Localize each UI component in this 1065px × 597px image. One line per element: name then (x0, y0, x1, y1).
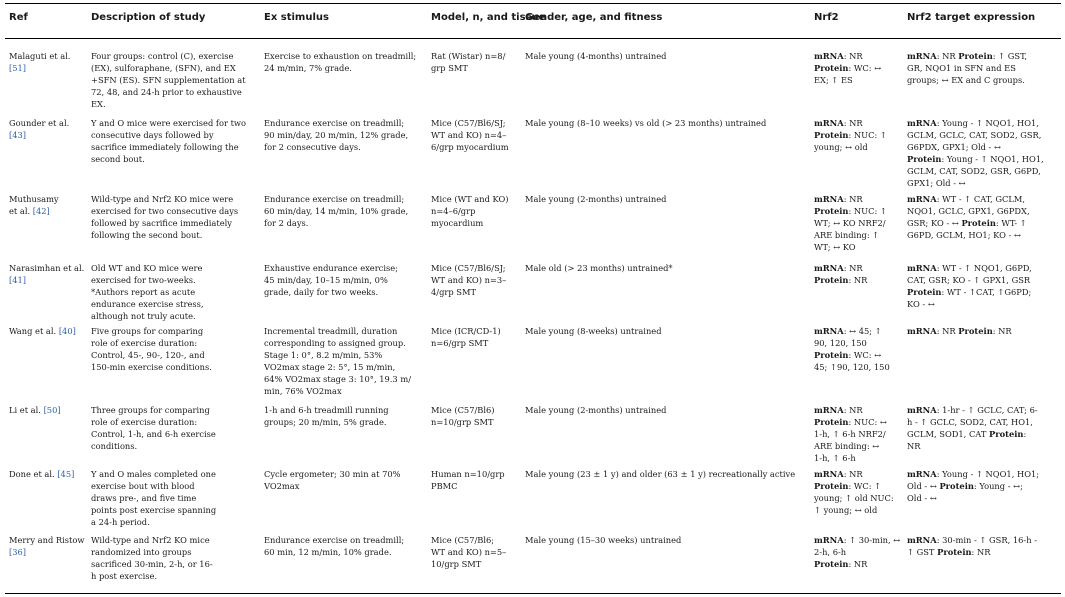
cell-line: n=6/grp SMT (431, 338, 489, 349)
cell-line: conditions. (91, 441, 138, 452)
cell-ref (9, 468, 74, 480)
cell-line (9, 546, 85, 558)
cell-line: Gounder et al. (9, 118, 70, 128)
cell-line: Wild-type and Nrf2 KO mice were (91, 194, 234, 204)
cell-line: Endurance exercise on treadmill; (264, 118, 405, 128)
cell-line: Cycle ergometer; 30 min at 70% (264, 469, 401, 479)
cell-gender-age-fitness (525, 468, 795, 480)
cell-line: mRNA: NR (814, 51, 863, 61)
cell-line: Incremental treadmill, duration (264, 326, 398, 336)
cell-description (91, 404, 216, 452)
cell-line: Exhaustive endurance exercise; (264, 263, 398, 273)
header-description: Description of study (91, 12, 206, 23)
cell-line: mRNA: NR (814, 469, 863, 479)
cell-line: Endurance exercise on treadmill; (264, 535, 405, 545)
cell-line: NQO1, GCLC, GPX1, G6PDX, (907, 206, 1030, 217)
cell-line: GCLM, CAT, SOD2, GSR, G6PD, (907, 166, 1041, 177)
cell-ex-stimulus (264, 325, 411, 398)
cell-ex-stimulus (264, 50, 416, 74)
cell-line: Protein: WT - ↑CAT, ↑G6PD; (907, 287, 1032, 298)
cell-line: mRNA: ↔ 45; ↑ (814, 326, 882, 336)
cell-line: WT and KO) n=5– (431, 547, 507, 558)
cell-line: Male young (2-months) untrained (525, 405, 667, 415)
cell-description (91, 468, 216, 528)
cell-line: KO - ↔ (907, 299, 935, 310)
cell-line: 2-h, 6-h (814, 547, 847, 558)
reference-link[interactable]: [41] (9, 275, 27, 286)
cell-nrf2 (814, 404, 887, 464)
cell-line: Protein: Young - ↑ NQO1, HO1, (907, 154, 1044, 165)
cell-line: 6/grp myocardium (431, 142, 509, 153)
cell-gender-age-fitness (525, 404, 666, 416)
cell-gender-age-fitness (525, 325, 662, 337)
cell-line: Five groups for comparing (91, 326, 204, 336)
cell-line: VO2max (264, 481, 300, 492)
cell-line: myocardium (431, 218, 484, 229)
cell-line: Wang et al. [40] (9, 326, 76, 336)
cell-line: for 2 days. (264, 218, 309, 229)
cell-line: Mice (C57/Bl6/SJ; (431, 263, 506, 273)
cell-line: 4/grp SMT (431, 287, 477, 298)
cell-model (431, 262, 506, 298)
cell-line: 150-min exercise conditions. (91, 362, 212, 373)
cell-line: 64% VO2max stage 3: 10°, 19.3 m/ (264, 374, 411, 385)
cell-line: GCLM, SOD1, CAT Protein: (907, 429, 1027, 440)
cell-line: following the second bout. (91, 230, 203, 241)
cell-line: Mice (ICR/CD-1) (431, 326, 501, 336)
cell-line: Protein: NR (814, 559, 868, 570)
cell-line: groups; 20 m/min, 5% grade. (264, 417, 387, 428)
cell-line: mRNA: NR Protein: NR (907, 326, 1012, 336)
cell-line: Male young (23 ± 1 y) and older (63 ± 1 y) recreationally active (525, 469, 796, 479)
cell-ref (9, 262, 84, 286)
cell-line: exercised for two-weeks. (91, 275, 196, 286)
cell-line: young; ↔ old (814, 142, 868, 153)
reference-link[interactable]: [36] (9, 547, 27, 558)
cell-nrf2-target (907, 468, 1039, 504)
cell-line: Endurance exercise on treadmill; (264, 194, 405, 204)
cell-line: Control, 1-h, and 6-h exercise (91, 429, 216, 440)
cell-ex-stimulus (264, 468, 401, 492)
cell-gender-age-fitness (525, 50, 666, 62)
cell-line: ARE binding: ↑ (814, 230, 880, 241)
cell-nrf2-target (907, 404, 1038, 452)
cell-line: endurance exercise stress, (91, 299, 204, 310)
cell-line: 90, 120, 150 (814, 338, 867, 349)
cell-line: groups; ↔ EX and C groups. (907, 75, 1025, 86)
cell-line: h - ↑ GCLC, SOD2, CAT, HO1, (907, 417, 1033, 428)
cell-line: h post exercise. (91, 571, 158, 582)
cell-line: Muthusamy (9, 194, 59, 204)
cell-line: Mice (WT and KO) (431, 194, 509, 204)
header-gender-age-fitness: Gender, age, and fitness (525, 12, 663, 23)
cell-line: Protein: NUC: ↑ (814, 206, 887, 217)
cell-line: (EX), sulforaphane, (SFN), and EX (91, 63, 236, 74)
cell-line: WT and KO) n=4– (431, 130, 507, 141)
cell-line: Mice (C57/Bl6/SJ; (431, 118, 506, 128)
cell-ref (9, 534, 85, 558)
cell-line: role of exercise duration: (91, 338, 198, 349)
cell-line: Y and O mice were exercised for two (91, 118, 247, 128)
cell-line: Protein: NR (814, 275, 868, 286)
cell-line: GCLM, GCLC, CAT, SOD2, GSR, (907, 130, 1042, 141)
cell-line: Mice (C57/Bl6; (431, 535, 495, 545)
cell-line: 45 min/day, 10–15 m/min, 0% (264, 275, 388, 286)
cell-ref (9, 50, 70, 74)
cell-ex-stimulus (264, 193, 408, 229)
cell-line: CAT, GSR; KO - ↑ GPX1, GSR (907, 275, 1031, 286)
header-ref: Ref (9, 12, 28, 23)
cell-line: young; ↑ old NUC: (814, 493, 894, 504)
reference-link[interactable]: [42] (32, 206, 50, 217)
cell-line: mRNA: Young - ↑ NQO1, HO1; (907, 469, 1040, 479)
cell-line: Male young (15–30 weeks) untrained (525, 535, 682, 545)
cell-line: Male old (> 23 months) untrained* (525, 263, 673, 273)
cell-line: 60 min/day, 14 m/min, 10% grade, (264, 206, 409, 217)
cell-line: EX; ↑ ES (814, 75, 853, 86)
cell-nrf2 (814, 50, 881, 86)
cell-line: corresponding to assigned group. (264, 338, 406, 349)
cell-line: WT; ↔ KO NRF2/ (814, 218, 886, 229)
cell-model (431, 468, 505, 492)
cell-line: Male young (4-months) untrained (525, 51, 667, 61)
cell-line: Control, 45-, 90-, 120-, and (91, 350, 205, 361)
cell-line: draws pre-, and five time (91, 493, 197, 504)
cell-line: exercise bout with blood (91, 481, 195, 492)
header-rule (5, 38, 1061, 39)
cell-nrf2-target (907, 325, 1012, 337)
cell-line: 1-h, ↑ 6-h (814, 453, 856, 464)
cell-nrf2-target (907, 262, 1032, 310)
cell-description (91, 534, 213, 582)
cell-line: Rat (Wistar) n=8/ (431, 51, 506, 61)
cell-line (9, 62, 70, 74)
cell-ex-stimulus (264, 262, 398, 298)
cell-line: G6PD, GCLM, HO1; KO - ↔ (907, 230, 1021, 241)
cell-line: Old - ↔ (907, 493, 937, 504)
cell-description (91, 193, 238, 241)
cell-line: Protein: NUC: ↔ (814, 417, 887, 428)
cell-line: GR, NQO1 in SFN and ES (907, 63, 1016, 74)
cell-model (431, 534, 506, 570)
reference-link[interactable]: [40] (58, 326, 76, 336)
cell-line: 24 m/min, 7% grade. (264, 63, 352, 74)
cell-line: Old WT and KO mice were (91, 263, 203, 273)
cell-line: ↑ young; ↔ old (814, 505, 878, 516)
cell-line: EX. (91, 99, 106, 110)
cell-line: PBMC (431, 481, 458, 492)
cell-nrf2-target (907, 193, 1030, 241)
cell-description (91, 50, 246, 110)
cell-line: sacrificed 30-min, 2-h, or 16- (91, 559, 213, 570)
reference-link[interactable]: [51] (9, 63, 27, 74)
reference-link[interactable]: [43] (9, 130, 27, 141)
cell-line: 10/grp SMT (431, 559, 482, 570)
cell-description (91, 117, 246, 165)
cell-line: points post exercise spanning (91, 505, 217, 516)
cell-line: mRNA: WT - ↑ NQO1, G6PD, (907, 263, 1032, 273)
cell-model (431, 50, 505, 74)
cell-ex-stimulus (264, 117, 408, 153)
cell-line (9, 129, 69, 141)
cell-line: mRNA: NR (814, 263, 863, 273)
header-nrf2: Nrf2 (814, 12, 839, 23)
cell-line: min, 76% VO2max (264, 386, 342, 397)
cell-line: et al. [42] (9, 206, 50, 217)
cell-line: Wild-type and Nrf2 KO mice (91, 535, 210, 545)
cell-line: Y and O males completed one (91, 469, 216, 479)
cell-model (431, 404, 495, 428)
cell-line: sacrifice immediately following the (91, 142, 239, 153)
cell-line (9, 274, 84, 286)
cell-line: for 2 consecutive days. (264, 142, 361, 153)
cell-line: second bout. (91, 154, 145, 165)
cell-line: although not truly acute. (91, 311, 196, 322)
cell-ref (9, 117, 69, 141)
cell-line: n=10/grp SMT (431, 417, 494, 428)
cell-nrf2 (814, 117, 887, 153)
cell-line: mRNA: NR (814, 118, 863, 128)
cell-line: 60 min, 12 m/min, 10% grade. (264, 547, 392, 558)
cell-line: G6PDX, GPX1; Old - ↔ (907, 142, 1001, 153)
cell-line: Mice (C57/Bl6) (431, 405, 495, 415)
cell-gender-age-fitness (525, 534, 681, 546)
cell-line: +SFN (ES). SFN supplementation at (91, 75, 246, 86)
cell-line: followed by sacrifice immediately (91, 218, 232, 229)
cell-line: Narasimhan et al. (9, 263, 85, 273)
cell-line: Protein: WC: ↑ (814, 481, 882, 492)
cell-line: mRNA: NR (814, 194, 863, 204)
cell-model (431, 193, 509, 229)
cell-line: 45; ↑90, 120, 150 (814, 362, 890, 373)
top-rule (5, 3, 1061, 4)
reference-link[interactable]: [50] (43, 405, 61, 415)
cell-line: mRNA: Young - ↑ NQO1, HO1, (907, 118, 1039, 128)
bottom-rule (5, 593, 1061, 594)
cell-line: Stage 1: 0°, 8.2 m/min, 53% (264, 350, 383, 361)
cell-nrf2 (814, 262, 867, 286)
cell-model (431, 117, 509, 153)
cell-nrf2-target (907, 117, 1044, 190)
cell-ex-stimulus (264, 404, 389, 428)
cell-line: ARE binding: ↔ (814, 441, 880, 452)
cell-description (91, 325, 212, 373)
cell-line: Done et al. [45] (9, 469, 75, 479)
cell-nrf2 (814, 193, 887, 253)
cell-line: Old - ↔ Protein: Young - ↔; (907, 481, 1023, 492)
cell-line: Li et al. [50] (9, 405, 61, 415)
cell-line: consecutive days followed by (91, 130, 214, 141)
cell-line: randomized into groups (91, 547, 192, 558)
cell-line: mRNA: NR Protein: ↑ GST, (907, 51, 1028, 61)
cell-line: GPX1; Old - ↔ (907, 178, 966, 189)
cell-line: Male young (2-months) untrained (525, 194, 667, 204)
cell-model (431, 325, 501, 349)
cell-line: Male young (8-weeks) untrained (525, 326, 662, 336)
cell-line: mRNA: WT - ↑ CAT, GCLM, (907, 194, 1025, 204)
cell-gender-age-fitness (525, 117, 766, 129)
cell-line: a 24-h period. (91, 517, 150, 528)
cell-line: 1-h and 6-h treadmill running (264, 405, 389, 415)
cell-nrf2 (814, 534, 900, 570)
cell-line: *Authors report as acute (91, 287, 196, 298)
cell-line: mRNA: 1-hr - ↑ GCLC, CAT; 6- (907, 405, 1038, 415)
cell-ref (9, 193, 59, 217)
cell-line: 72, 48, and 24-h prior to exhaustive (91, 87, 242, 98)
cell-line: NR (907, 441, 921, 452)
cell-line: n=4–6/grp (431, 206, 476, 217)
cell-line: VO2max stage 2: 5°, 15 m/min, (264, 362, 396, 373)
cell-line: grp SMT (431, 63, 468, 74)
cell-gender-age-fitness (525, 262, 673, 274)
cell-line: grade, daily for two weeks. (264, 287, 379, 298)
cell-nrf2-target (907, 534, 1037, 558)
cell-line: Protein: WC: ↔ (814, 63, 882, 74)
header-model: Model, n, and tissue (431, 12, 546, 23)
cell-line: Merry and Ristow (9, 535, 85, 545)
cell-line: Exercise to exhaustion on treadmill; (264, 51, 417, 61)
cell-ex-stimulus (264, 534, 404, 558)
cell-line: 90 min/day, 20 m/min, 12% grade, (264, 130, 409, 141)
cell-nrf2 (814, 468, 894, 516)
cell-ref (9, 325, 76, 337)
cell-line: Malaguti et al. (9, 51, 71, 61)
reference-link[interactable]: [45] (57, 469, 75, 479)
cell-line: exercised for two consecutive days (91, 206, 239, 217)
cell-line: role of exercise duration: (91, 417, 198, 428)
cell-line: WT and KO) n=3– (431, 275, 507, 286)
cell-nrf2 (814, 325, 890, 373)
cell-line: mRNA: NR (814, 405, 863, 415)
header-nrf2-target: Nrf2 target expression (907, 12, 1036, 23)
cell-description (91, 262, 204, 322)
cell-line: Protein: NUC: ↑ (814, 130, 887, 141)
cell-line: Three groups for comparing (91, 405, 210, 415)
cell-line: WT; ↔ KO (814, 242, 856, 253)
cell-line: ↑ GST Protein: NR (907, 547, 991, 558)
cell-ref (9, 404, 61, 416)
header-ex-stimulus: Ex stimulus (264, 12, 329, 23)
cell-line: Human n=10/grp (431, 469, 505, 479)
cell-gender-age-fitness (525, 193, 666, 205)
cell-line: mRNA: ↑ 30-min, ↔ (814, 535, 901, 545)
cell-line: GSR; KO - ↔ Protein: WT- ↑ (907, 218, 1027, 229)
cell-line: Protein: WC: ↔ (814, 350, 882, 361)
cell-line: mRNA: 30-min - ↑ GSR, 16-h - (907, 535, 1038, 545)
cell-nrf2-target (907, 50, 1027, 86)
cell-line: 1-h, ↑ 6-h NRF2/ (814, 429, 886, 440)
cell-line: Male young (8–10 weeks) vs old (> 23 months) untrained (525, 118, 767, 128)
cell-line: Four groups: control (C), exercise (91, 51, 234, 61)
